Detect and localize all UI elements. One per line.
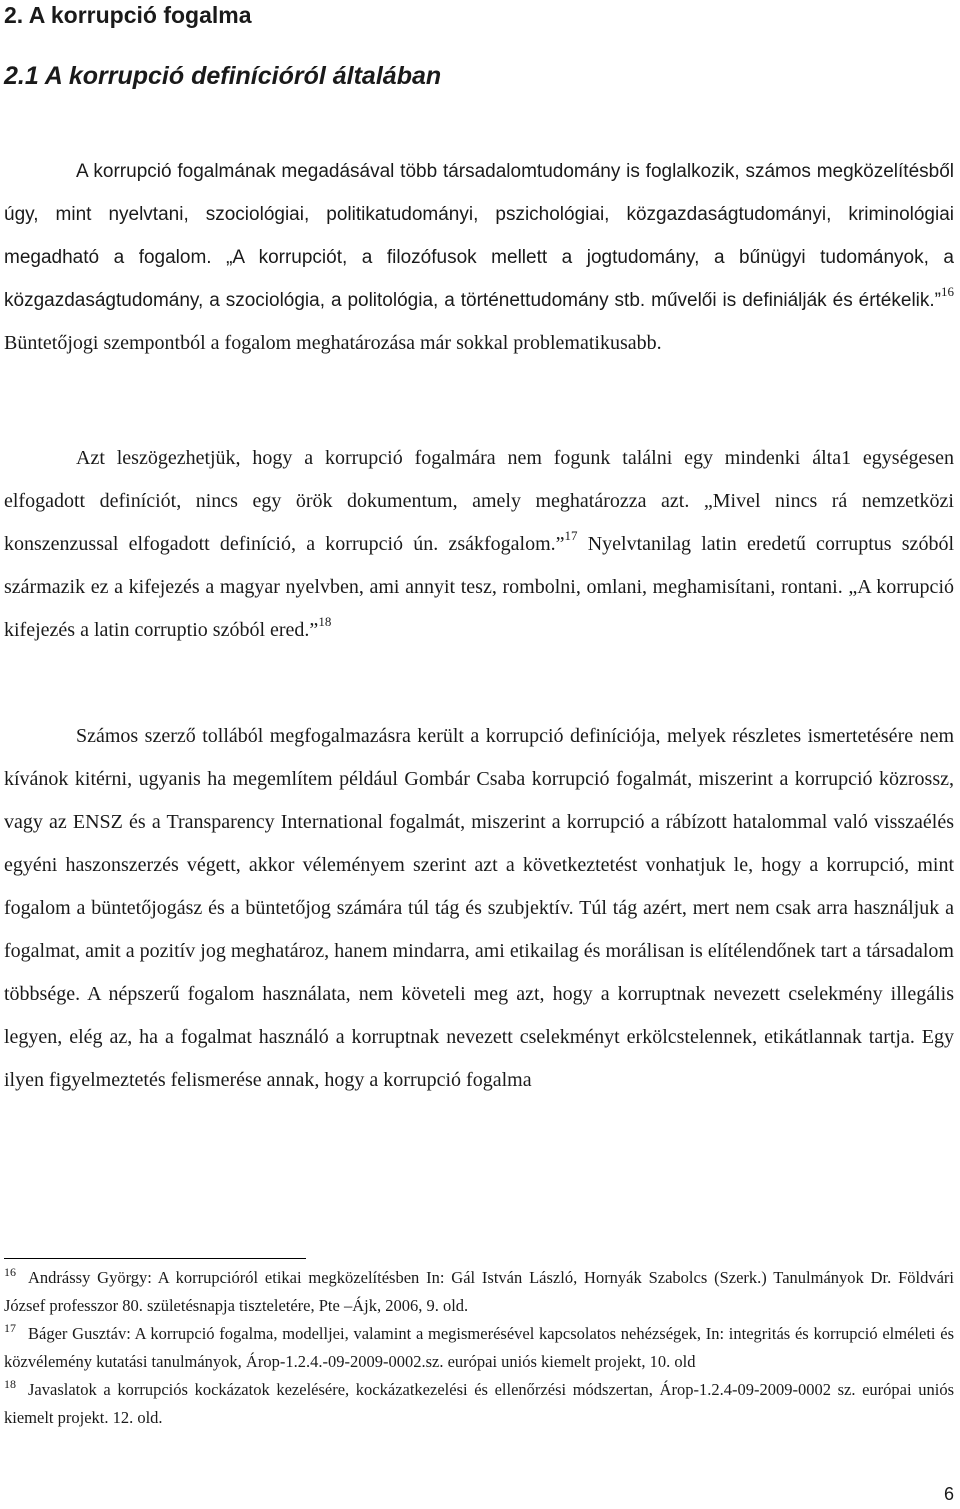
- paragraph-3-text: Számos szerző tollából megfogalmazásra került a korrupció definíciója, melyek részletes ismertetésére nem kívánok kitérni, ugyanis ha megemlítem például Gombár Csaba korrupció fogalmát, miszerint a korrupció közrossz, vagy az ENSZ és a Transparency International fogalmát, miszerint a korrupció a rábízott hatalommal való visszaélés egyéni haszonszerzés végett, akkor véleményem szerint azt a következtetést vonhatjuk le, hogy a korrupció, mint fogalom a büntetőjogász és a büntetőjog számára túl tág és szubjektív. Túl tág azért, mert nem csak arra használjuk a fogalmat, amit a pozitív jog meghatároz, hanem mindarra, ami etikailag és morálisan is elítélendőnek tart a társadalom többsége. A népszerű fogalom használata, nem követeli meg azt, hogy a korruptnak nevezett cselekmény illegális legyen, elég az, ha a fogalmat használó a korruptnak nevezett cselekményt erkölcstelennek, etikátlannak tartja. Egy ilyen figyelmeztetés felismerése annak, hogy a korrupció fogalma: [4, 725, 954, 1091]
- footnotes: [4, 1264, 954, 1432]
- footnote-text: Báger Gusztáv: A korrupció fogalma, modelljei, valamint a megismerésével kapcsolatos nehézségek, In: integritás és korrupció elméleti és közvélemény kutatási tanulmányok, Árop-1.2.4.-09-2009-0002.sz. európai uniós kiemelt projekt, 10. old: [4, 1324, 954, 1371]
- subsection-heading: 2.1 A korrupció definícióról általában: [4, 62, 442, 90]
- footnote-number: 16: [4, 1264, 16, 1279]
- footnote-ref-16: 16: [941, 284, 954, 300]
- paragraph-1-part-c: Büntetőjogi szempontból a fogalom meghatározása már sokkal problematikusabb.: [4, 332, 662, 354]
- footnote-ref-18: 18: [318, 614, 332, 630]
- footnote-18: [4, 1376, 954, 1432]
- paragraph-2-part-b: Nyelvtanilag latin eredetű corruptus szóból származik ez a kifejezés a magyar nyelvben, ami annyit tesz, rombolni, omlani, meghamisítani, rontani. „A korrupció kifejezés a latin corruptio szóból ered.”: [4, 533, 954, 641]
- body-paragraph-2: [4, 437, 954, 652]
- footnote-ref-17: 17: [564, 528, 578, 544]
- footnote-separator: [4, 1258, 306, 1259]
- footnote-17: [4, 1320, 954, 1376]
- body-paragraph-3: [4, 715, 954, 1102]
- paragraph-1-quote: „A korrupciót, a filozófusok mellett a jogtudomány, a bűnügyi tudományok, a közgazdaságtudomány, a szociológia, a politológia, a történettudomány stb. művelői is definiálják és értékelik.”: [4, 247, 954, 311]
- paragraph-1-part-a: A korrupció fogalmának megadásával több társadalomtudomány is foglalkozik, számos megközelítésből úgy, mint nyelvtani, szociológiai, politikatudományi, pszichológiai, közgazdaságtudományi, kriminológiai megadható a fogalom.: [4, 161, 954, 268]
- paragraph-2-part-a: Azt leszögezhetjük, hogy a korrupció fogalmára nem fogunk találni egy mindenki álta1 egységesen elfogadott definíciót, nincs egy örök dokumentum, amely meghatározza azt. „Mivel nincs rá nemzetközi konszenzussal elfogadott definíció, a korrupció ún. zsákfogalom.”: [4, 447, 954, 555]
- section-heading: 2. A korrupció fogalma: [4, 2, 252, 28]
- footnote-text: Andrássy György: A korrupcióról etikai megközelítésben In: Gál István László, Hornyák Szabolcs (Szerk.) Tanulmányok Dr. Földvári József professzor 80. születésnapja tiszteletére, Pte –Ájk, 2006, 9. old.: [4, 1268, 954, 1315]
- footnote-16: [4, 1264, 954, 1320]
- footnote-number: 18: [4, 1376, 16, 1391]
- footnote-text: Javaslatok a korrupciós kockázatok kezelésére, kockázatkezelési és ellenőrzési módszertan, Árop-1.2.4-09-2009-0002 sz. európai uniós kiemelt projekt. 12. old.: [4, 1380, 954, 1427]
- body-paragraph-1: [4, 150, 954, 365]
- page-number: 6: [943, 1484, 954, 1504]
- footnote-number: 17: [4, 1320, 16, 1335]
